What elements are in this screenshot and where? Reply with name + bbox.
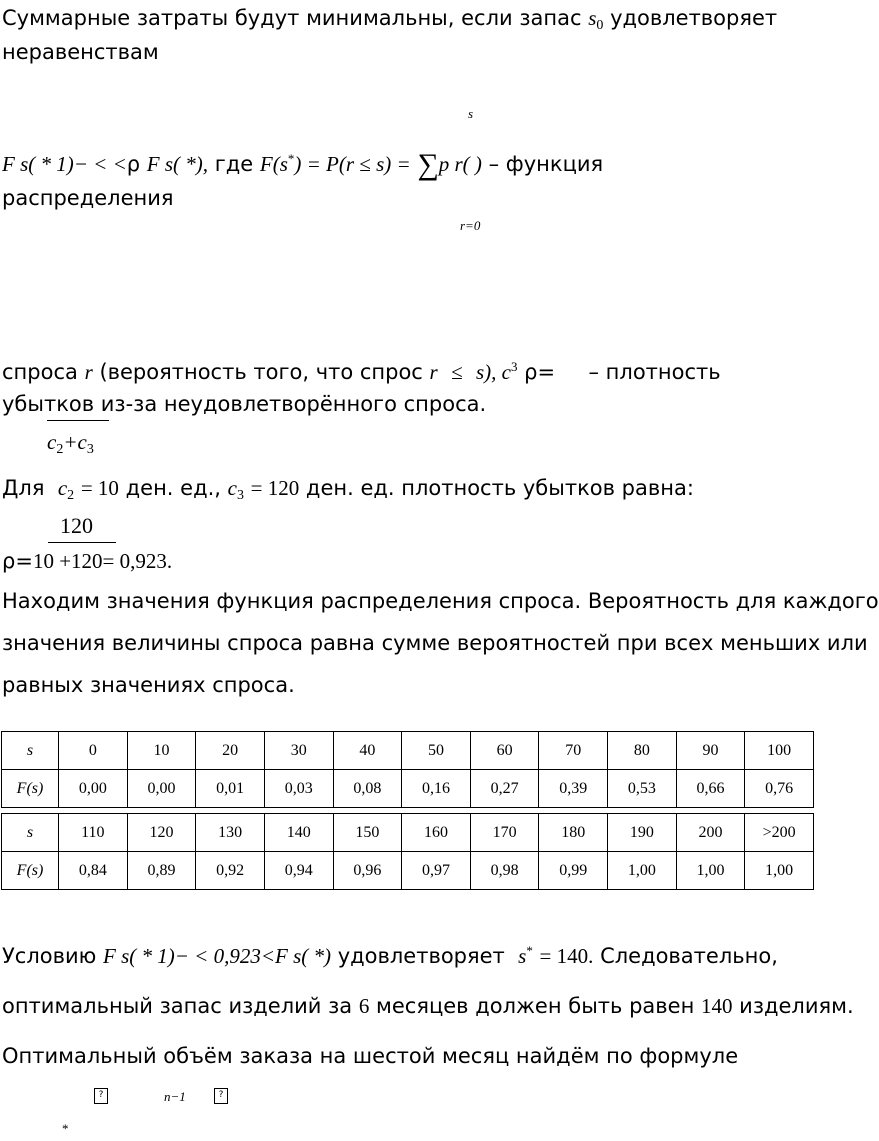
formula-definition: F(s*) = P(r ≤ s) =	[259, 151, 411, 176]
table-cell: 10	[127, 732, 196, 770]
exponent: n−1	[164, 1089, 186, 1104]
table-cell: >200	[745, 814, 814, 852]
value: 6	[358, 994, 370, 1018]
table-row	[2, 852, 814, 890]
text: изделиям.	[739, 994, 854, 1018]
formula-condition: F s( * 1)− < 0,923<F s( *)	[103, 944, 332, 968]
var-c3: $c_3$	[227, 476, 244, 503]
var-c2: $c_2$	[57, 476, 75, 503]
text: функция	[505, 152, 604, 176]
text: ден. ед. плотность убытков равна:	[305, 476, 694, 500]
table-cell: 0,96	[333, 852, 402, 890]
distribution-table-2	[1, 813, 814, 890]
formula-mid: F s( *),	[146, 152, 209, 176]
text-line: значения величины спроса равна сумме вероятностей при всех меньших или	[2, 631, 868, 655]
var-s: $s_0$	[588, 6, 604, 33]
table-cell: 170	[470, 814, 539, 852]
text-line: убытков из-за неудовлетворённого спроса.	[2, 392, 487, 416]
value: = 120	[250, 476, 300, 500]
table-header-s: s	[2, 732, 59, 770]
table-cell: 0	[59, 732, 128, 770]
fraction-line	[48, 542, 116, 543]
var-r: r	[429, 360, 438, 384]
table-cell: 180	[539, 814, 608, 852]
table-cell: 30	[264, 732, 333, 770]
var-s-star: s*	[518, 943, 533, 968]
formula-lhs: F s( * 1)− < <	[2, 152, 127, 176]
table-cell: 50	[402, 732, 471, 770]
table-cell: 1,00	[676, 852, 745, 890]
missing-glyph-icon: ?	[214, 1088, 228, 1104]
table-cell: 40	[333, 732, 402, 770]
fraction-denominator: $c_2+c_3$	[47, 430, 94, 457]
sum-symbol: ∑	[417, 148, 439, 181]
table-cell: 1,00	[608, 852, 677, 890]
table-cell: 140	[264, 814, 333, 852]
var-r: r	[84, 360, 93, 384]
rho-symbol: ρ=	[524, 360, 556, 384]
table-row	[2, 814, 814, 852]
sum-lower-limit: r=0	[460, 218, 481, 233]
table-cell: 0,92	[196, 852, 265, 890]
table-cell: 0,89	[127, 852, 196, 890]
sum-upper-limit: s	[468, 106, 474, 121]
formula-line	[2, 551, 172, 572]
text-line: распределения	[2, 186, 174, 210]
fraction-line	[47, 420, 109, 421]
text: ден. ед.,	[125, 476, 221, 500]
text: удовлетворяет	[337, 944, 505, 968]
table-cell: 90	[676, 732, 745, 770]
table-cell: 0,76	[745, 770, 814, 808]
le-symbol: ≤	[451, 360, 463, 384]
table-cell: 190	[608, 814, 677, 852]
text-line: равных значениях спроса.	[2, 673, 295, 697]
table-cell: 0,84	[59, 852, 128, 890]
rho-symbol: ρ=	[2, 549, 33, 573]
text: – плотность	[588, 360, 721, 384]
table-cell: 110	[59, 814, 128, 852]
text-line	[2, 944, 778, 967]
table-header-fs: F(s)	[2, 770, 59, 808]
result: = 0,923.	[102, 549, 173, 573]
table-row	[2, 732, 814, 770]
table-cell: 200	[676, 814, 745, 852]
table-cell: 20	[196, 732, 265, 770]
text: Условию	[2, 944, 97, 968]
text: (вероятность того, что спрос	[99, 360, 423, 384]
table-cell: 0,01	[196, 770, 265, 808]
formula-line	[2, 150, 603, 180]
var-c3: s), $c^3$	[475, 359, 518, 384]
rho-symbol: ρ	[126, 152, 141, 176]
table-row	[2, 770, 814, 808]
text: спроса	[2, 360, 78, 384]
table-cell: 1,00	[745, 852, 814, 890]
table-cell: 0,97	[402, 852, 471, 890]
text: Следовательно,	[600, 944, 778, 968]
text: где	[214, 152, 254, 176]
table-cell: 0,66	[676, 770, 745, 808]
text: удовлетворяет	[610, 6, 778, 30]
value: = 140.	[539, 944, 594, 968]
text-line	[2, 360, 721, 383]
fraction-numerator: 120	[60, 513, 93, 538]
text: месяцев должен быть равен	[376, 994, 695, 1018]
table-header-s: s	[2, 814, 59, 852]
table-cell: 0,94	[264, 852, 333, 890]
table-cell: 0,27	[470, 770, 539, 808]
table-cell: 0,39	[539, 770, 608, 808]
table-cell: 0,16	[402, 770, 471, 808]
text-line	[2, 478, 694, 503]
table-cell: 0,53	[608, 770, 677, 808]
table-cell: 0,00	[127, 770, 196, 808]
table-cell: 60	[470, 732, 539, 770]
star-superscript: *	[62, 1121, 69, 1136]
formula-term: p r( )	[438, 152, 482, 176]
table-cell: 0,99	[539, 852, 608, 890]
missing-glyph-icon: ?	[94, 1088, 108, 1104]
table-cell: 80	[608, 732, 677, 770]
text: оптимальный запас изделий за	[2, 994, 353, 1018]
table-cell: 0,00	[59, 770, 128, 808]
text-line: Находим значения функция распределения спроса. Вероятность для каждого	[2, 589, 879, 613]
value: 140	[700, 994, 733, 1018]
table-cell: 70	[539, 732, 608, 770]
table-cell: 150	[333, 814, 402, 852]
text-line: Оптимальный объём заказа на шестой месяц найдём по формуле	[2, 1044, 739, 1068]
table-cell: 100	[745, 732, 814, 770]
text-line: неравенствам	[2, 40, 159, 64]
distribution-table-1	[1, 731, 814, 808]
table-cell: 120	[127, 814, 196, 852]
table-cell: 0,03	[264, 770, 333, 808]
text: –	[488, 152, 500, 176]
fraction-denominator: 10 +120	[32, 549, 103, 573]
table-cell: 0,08	[333, 770, 402, 808]
table-header-fs: F(s)	[2, 852, 59, 890]
text-line	[2, 8, 777, 33]
value: = 10	[80, 476, 119, 500]
table-cell: 160	[402, 814, 471, 852]
text: Суммарные затраты будут минимальны, если запас	[2, 6, 582, 30]
table-cell: 0,98	[470, 852, 539, 890]
text: Для	[2, 476, 45, 500]
table-cell: 130	[196, 814, 265, 852]
text-line	[2, 996, 854, 1017]
